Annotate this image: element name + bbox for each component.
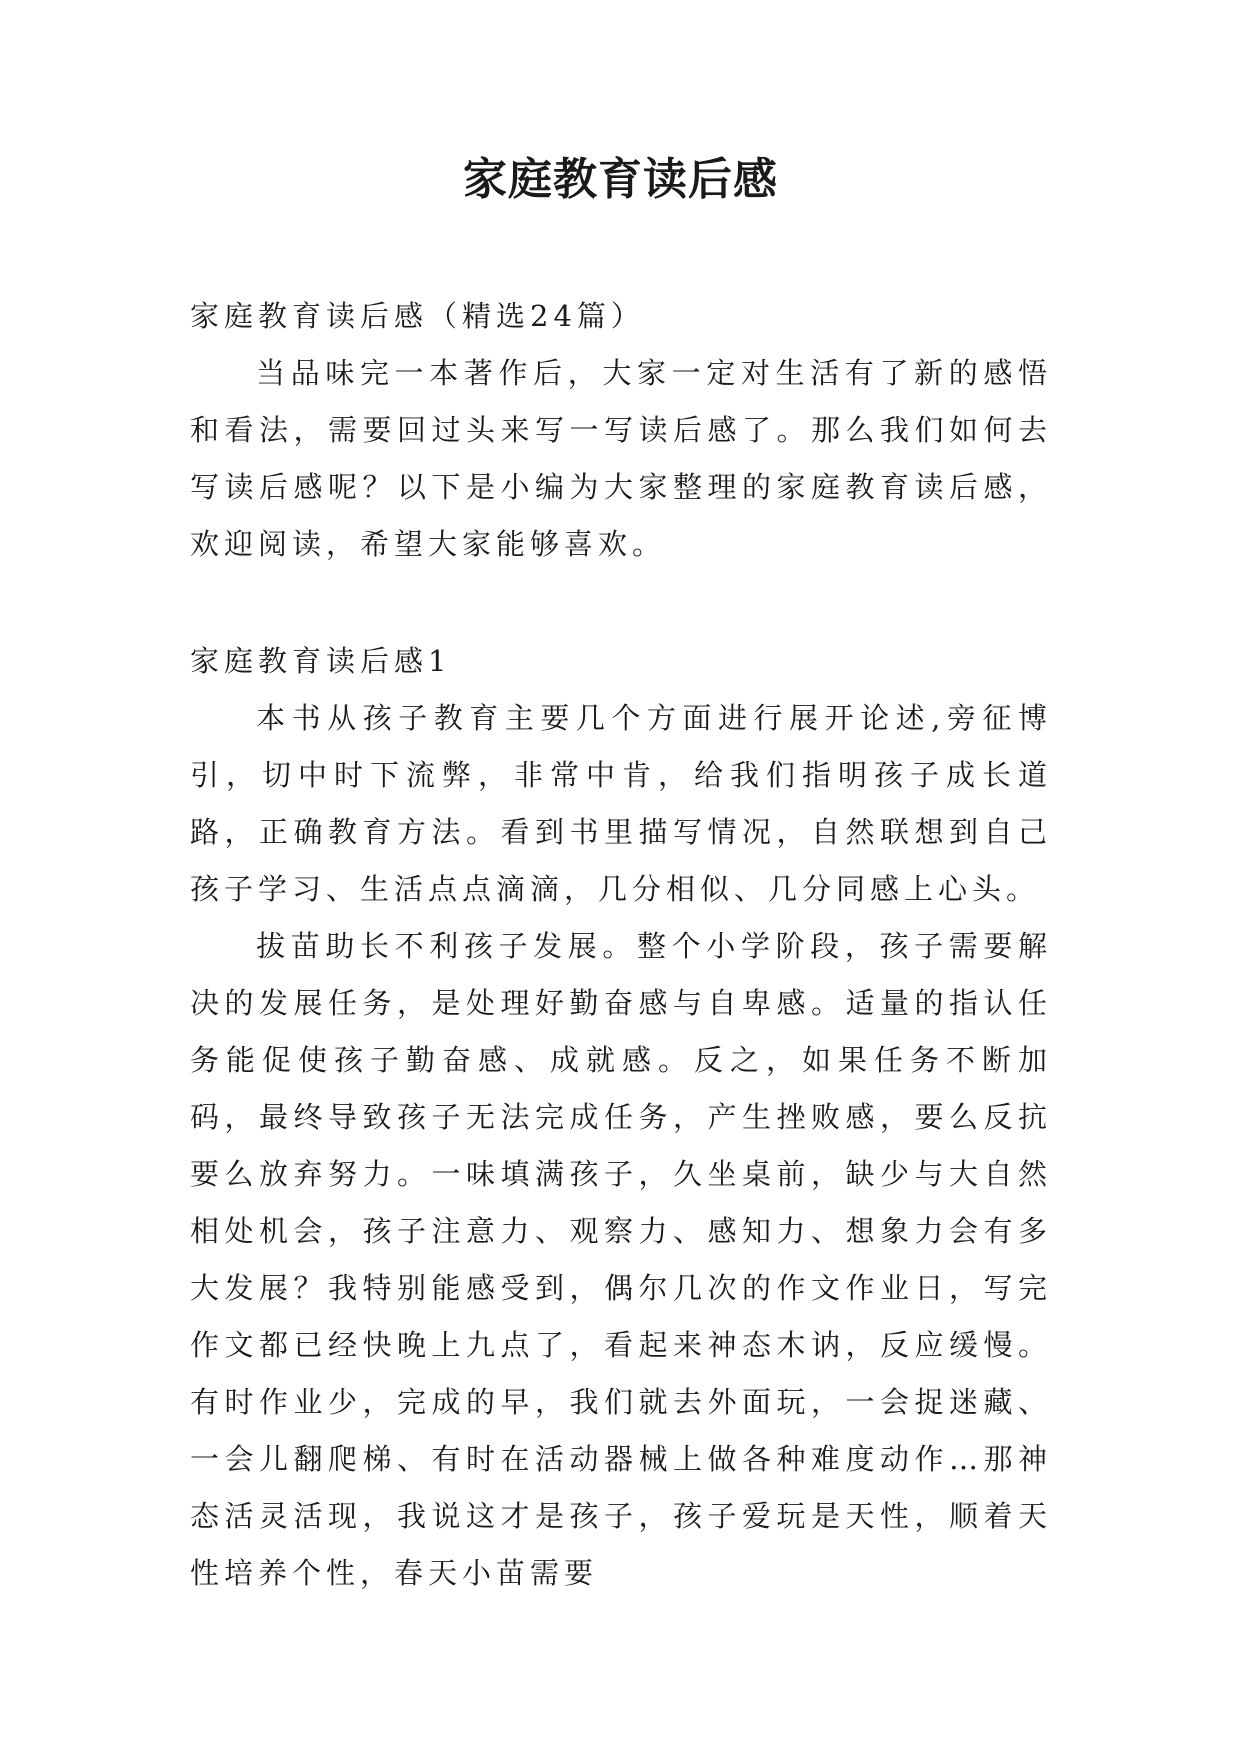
document-subtitle: 家庭教育读后感（精选24篇） — [190, 299, 645, 333]
section-heading: 家庭教育读后感1 — [190, 644, 452, 678]
document-body — [190, 288, 1052, 1602]
section-spacer — [190, 573, 1052, 633]
body-paragraph: 本书从孩子教育主要几个方面进行展开论述,旁征博引，切中时下流弊，非常中肯，给我们指明孩子成长道路，正确教育方法。看到书里描写情况，自然联想到自己孩子学习、生活点点滴滴，几分相似、几分同感上心头。 — [190, 701, 1052, 906]
body-paragraph: 拔苗助长不利孩子发展。整个小学阶段，孩子需要解决的发展任务，是处理好勤奋感与自卑感。适量的指认任务能促使孩子勤奋感、成就感。反之，如果任务不断加码，最终导致孩子无法完成任务，产生挫败感，要么反抗要么放弃努力。一味填满孩子，久坐桌前，缺少与大自然相处机会，孩子注意力、观察力、感知力、想象力会有多大发展？我特别能感受到，偶尔几次的作文作业日，写完作文都已经快晚上九点了，看起来神态木讷，反应缓慢。有时作业少，完成的早，我们就去外面玩，一会捉迷藏、一会儿翻爬梯、有时在活动器械上做各种难度动作…那神态活灵活现，我说这才是孩子，孩子爱玩是天性，顺着天性培养个性，春天小苗需要 — [190, 929, 1052, 1590]
document-title: 家庭教育读后感 — [463, 154, 778, 205]
intro-paragraph: 当品味完一本著作后，大家一定对生活有了新的感悟和看法，需要回过头来写一写读后感了。那么我们如何去写读后感呢？以下是小编为大家整理的家庭教育读后感，欢迎阅读，希望大家能够喜欢。 — [190, 356, 1052, 561]
